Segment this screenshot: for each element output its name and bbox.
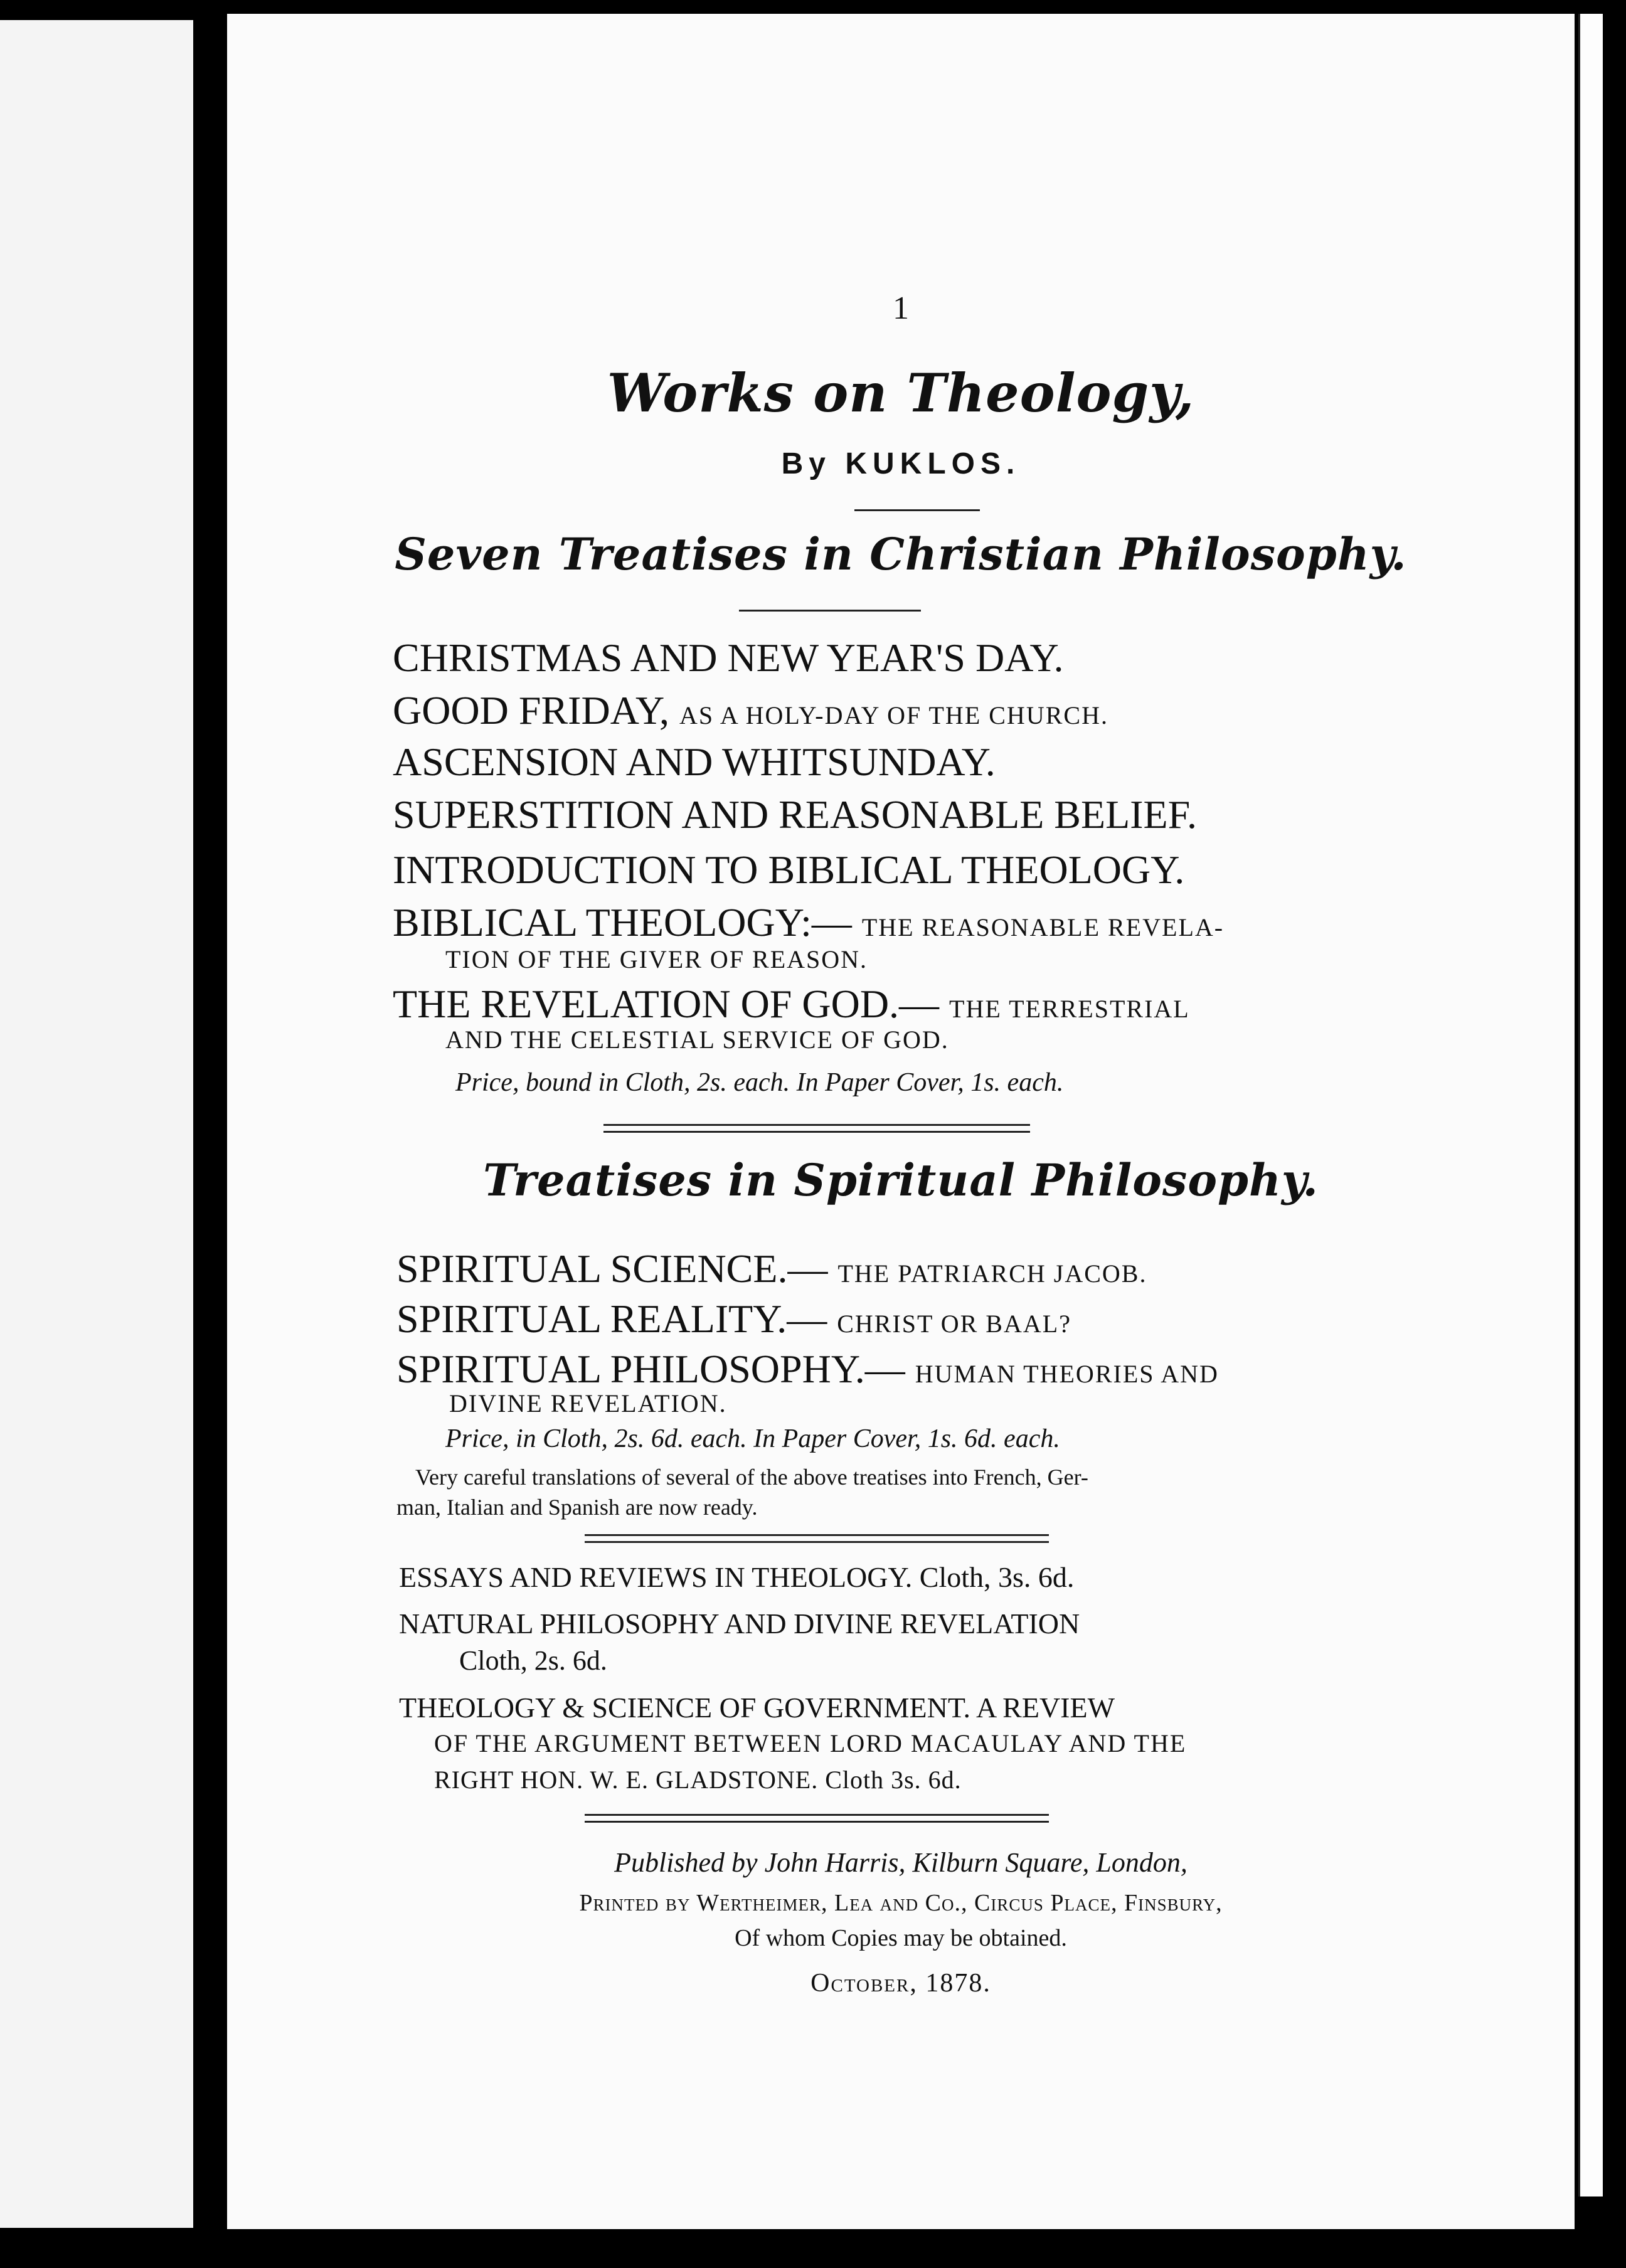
author-name: KUKLOS. bbox=[845, 447, 1021, 480]
theology-government-2: OF THE ARGUMENT BETWEEN LORD MACAULAY AND THE bbox=[434, 1729, 1187, 1757]
translations-note-1: Very careful translations of several of the above treatises into French, Ger- bbox=[415, 1465, 1088, 1490]
treatise-7-cont: AND THE CELESTIAL SERVICE OF GOD. bbox=[445, 1025, 949, 1054]
treatise-1: CHRISTMAS AND NEW YEAR'S DAY. bbox=[393, 635, 1064, 680]
double-rule-2 bbox=[585, 1534, 1049, 1543]
author-prefix: By bbox=[781, 447, 831, 480]
natural-philosophy-price: Cloth, 2s. 6d. bbox=[459, 1645, 607, 1676]
section-spiritual-title: Treatises in Spiritual Philosophy. bbox=[483, 1154, 1319, 1206]
essays-and-reviews: ESSAYS AND REVIEWS IN THEOLOGY. Cloth, 3s. 6d. bbox=[399, 1561, 1075, 1593]
treatise-4: SUPERSTITION AND REASONABLE BELIEF. bbox=[393, 792, 1198, 837]
page-edge bbox=[1578, 14, 1603, 2196]
natural-philosophy: NATURAL PHILOSOPHY AND DIVINE REVELATION bbox=[399, 1608, 1080, 1640]
treatise-6: BIBLICAL THEOLOGY:— THE REASONABLE REVELA- bbox=[393, 900, 1225, 945]
section-seven-title: Seven Treatises in Christian Philosophy. bbox=[395, 528, 1407, 580]
spiritual-3: SPIRITUAL PHILOSOPHY.— HUMAN THEORIES AND bbox=[396, 1347, 1219, 1391]
section-spiritual-price: Price, in Cloth, 2s. 6d. each. In Paper Cover, 1s. 6d. each. bbox=[445, 1424, 1060, 1453]
double-rule-1 bbox=[603, 1124, 1030, 1133]
heading-rule bbox=[854, 509, 980, 511]
heading-title: Works on Theology, bbox=[607, 362, 1195, 424]
treatise-7: THE REVELATION OF GOD.— THE TERRESTRIAL bbox=[393, 982, 1190, 1026]
double-rule-3 bbox=[585, 1814, 1049, 1823]
theology-government-3: RIGHT HON. W. E. GLADSTONE. Cloth 3s. 6d. bbox=[434, 1766, 962, 1794]
facing-page bbox=[0, 20, 193, 2228]
author-line bbox=[227, 447, 1575, 481]
treatise-3: ASCENSION AND WHITSUNDAY. bbox=[393, 739, 996, 784]
treatise-2: GOOD FRIDAY, AS A HOLY-DAY OF THE CHURCH. bbox=[393, 688, 1108, 733]
spiritual-1: SPIRITUAL SCIENCE.— THE PATRIARCH JACOB. bbox=[396, 1246, 1147, 1291]
treatise-5: INTRODUCTION TO BIBLICAL THEOLOGY. bbox=[393, 847, 1185, 892]
spiritual-2: SPIRITUAL REALITY.— CHRIST OR BAAL? bbox=[396, 1296, 1071, 1341]
publication-date: October, 1878. bbox=[810, 1969, 991, 1998]
theology-government-1: THEOLOGY & SCIENCE OF GOVERNMENT. A REVIEW bbox=[399, 1692, 1115, 1724]
document-page bbox=[227, 14, 1575, 2229]
treatise-6-cont: TION OF THE GIVER OF REASON. bbox=[445, 945, 868, 973]
section-seven-rule bbox=[739, 610, 921, 612]
section-seven-price: Price, bound in Cloth, 2s. each. In Paper Cover, 1s. each. bbox=[455, 1068, 1064, 1097]
spiritual-3-cont: DIVINE REVELATION. bbox=[449, 1389, 727, 1417]
published-by: Published by John Harris, Kilburn Square, London, bbox=[614, 1847, 1188, 1878]
page-number: 1 bbox=[893, 290, 909, 326]
translations-note-2: man, Italian and Spanish are now ready. bbox=[396, 1495, 758, 1520]
copies-obtained: Of whom Copies may be obtained. bbox=[735, 1925, 1067, 1951]
printed-by: Printed by Wertheimer, Lea and Co., Circus Place, Finsbury, bbox=[579, 1890, 1223, 1916]
